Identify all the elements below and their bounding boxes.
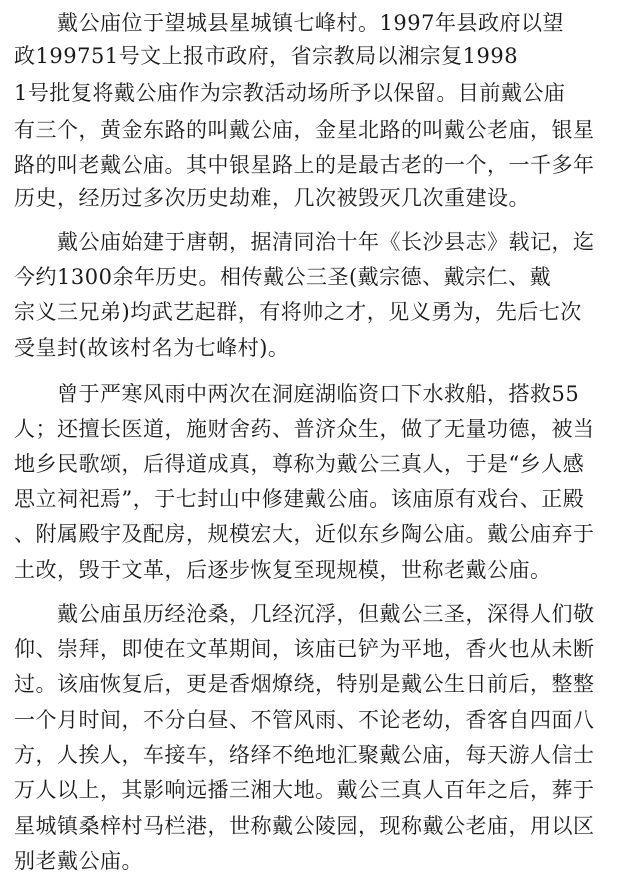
text-line: 今约1300余年历史。相传戴公三圣(戴宗德、戴宗仁、戴 xyxy=(14,265,552,289)
text-line: 一个月时间，不分白昼、不管风雨、不论老幼，香客自四面八 xyxy=(14,708,595,732)
text-line: 受皇封(故该村名为七峰村)。 xyxy=(14,336,290,360)
text-line: 星城镇桑梓村马栏港，世称戴公陵园，现称戴公老庙，用以区 xyxy=(14,814,595,838)
text-line: 1号批复将戴公庙作为宗教活动场所予以保留。目前戴公庙 xyxy=(14,81,566,105)
text-line: 戴公庙始建于唐朝，据清同治十年《长沙县志》载记，迄 xyxy=(14,230,595,254)
text-line: 历史，经历过多次历史劫难，几次被毁灭几次重建设。 xyxy=(14,186,530,210)
text-line: 政199751号文上报市政府，省宗教局以湘宗复1998 xyxy=(14,44,519,68)
text-line: 土改，毁于文革，后逐步恢复至现规模，世称老戴公庙。 xyxy=(14,558,552,582)
text-line: 别老戴公庙。 xyxy=(14,849,143,873)
text-line: 过。该庙恢复后，更是香烟燎绕，特别是戴公生日前后，整整 xyxy=(14,672,595,696)
text-line: 方，人挨人，车接车，络绎不绝地汇聚戴公庙，每天游人信士 xyxy=(14,743,595,767)
text-line: 地乡民歌颂，后得道成真，尊称为戴公三真人，于是“乡人感 xyxy=(14,452,585,476)
text-line: 戴公庙位于望城县星城镇七峰村。1997年县政府以望 xyxy=(14,11,564,35)
text-line: 仰、崇拜，即使在文革期间，该庙已铲为平地，香火也从未断 xyxy=(14,637,595,661)
text-line: 思立祠祀焉”，于七封山中修建戴公庙。该庙原有戏台、正殿 xyxy=(14,487,585,511)
text-line: 曾于严寒风雨中两次在洞庭湖临资口下水救船，搭救55 xyxy=(14,382,580,406)
text-line: 万人以上，其影响远播三湘大地。戴公三真人百年之后，葬于 xyxy=(14,778,595,802)
text-line: 戴公庙虽历经沧桑，几经沉浮，但戴公三圣，深得人们敬 xyxy=(14,602,595,626)
text-line: 有三个，黄金东路的叫戴公庙，金星北路的叫戴公老庙，银星 xyxy=(14,118,595,142)
text-line: 路的叫老戴公庙。其中银星路上的是最古老的一个，一千多年 xyxy=(14,153,595,177)
text-line: 、附属殿宇及配房，规模宏大，近似东乡陶公庙。戴公庙弃于 xyxy=(14,522,595,546)
text-line: 宗义三兄弟)均武艺起群，有将帅之才，见义勇为，先后七次 xyxy=(14,300,582,324)
text-line: 人；还擅长医道，施财舍药、普济众生，做了无量功德，被当 xyxy=(14,417,595,441)
